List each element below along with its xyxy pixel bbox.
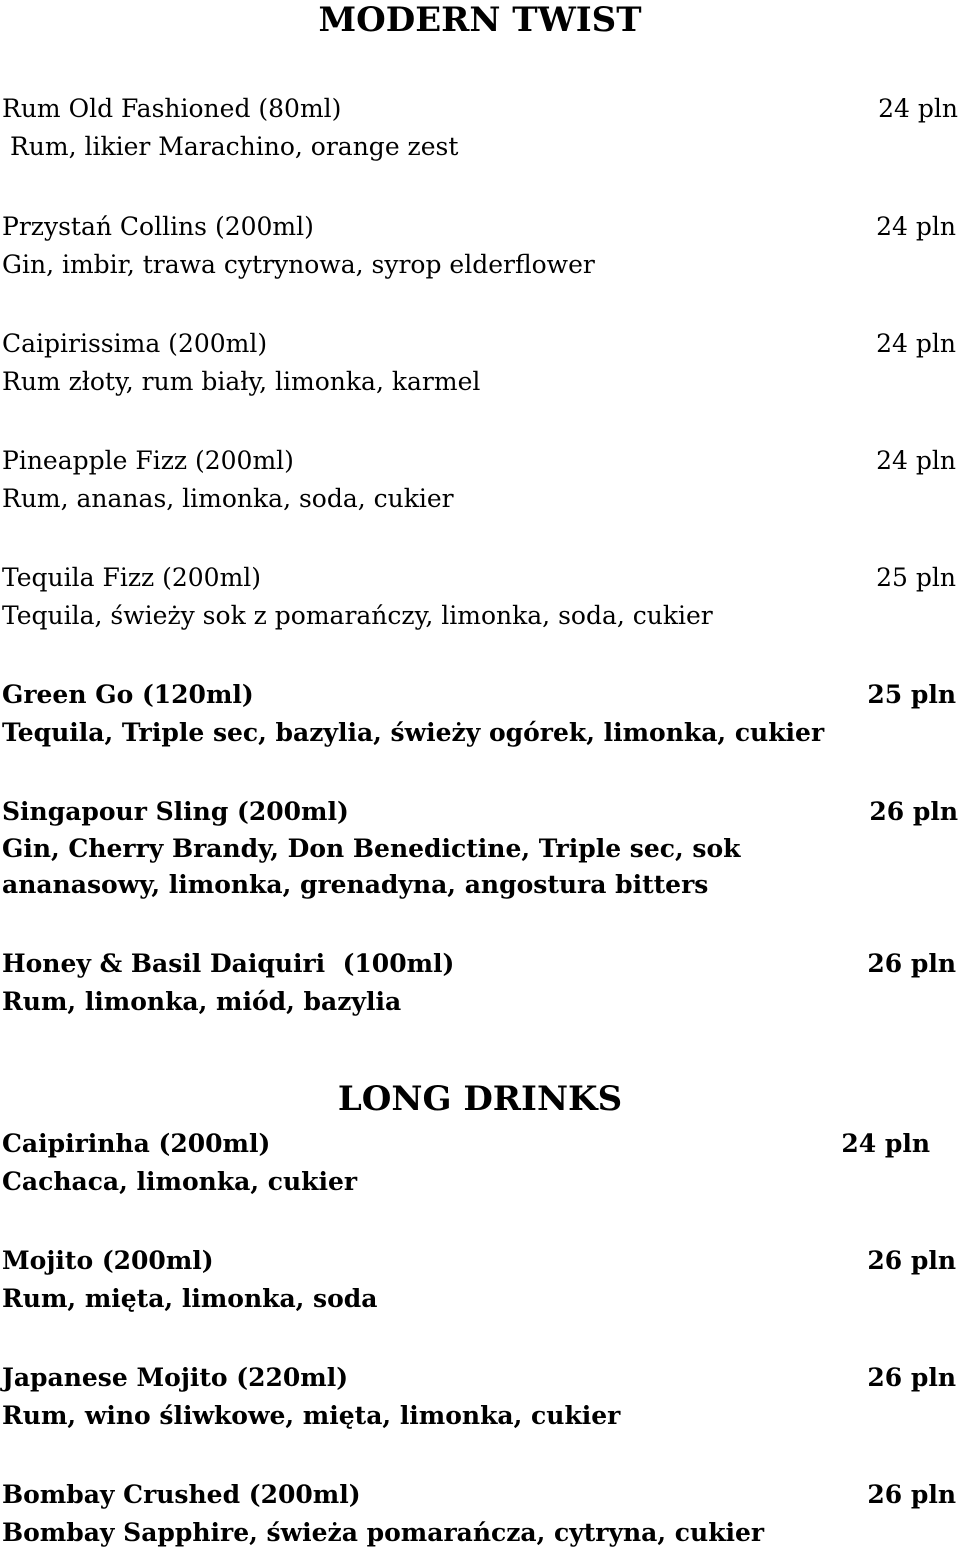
item-name: Japanese Mojito (220ml) [2, 1363, 349, 1392]
menu-item [2, 1242, 956, 1318]
item-price: 26 pln [867, 1363, 956, 1392]
item-description: Rum, ananas, limonka, soda, cukier [2, 484, 454, 513]
menu-item [2, 442, 956, 518]
item-name: Przystań Collins (200ml) [2, 212, 314, 241]
item-name: Bombay Crushed (200ml) [2, 1480, 361, 1509]
item-name: Tequila Fizz (200ml) [2, 563, 262, 592]
item-price: 26 pln [867, 1480, 956, 1509]
item-name: Caipirissima (200ml) [2, 329, 268, 358]
menu-item [2, 208, 956, 284]
item-price: 26 pln [869, 797, 958, 826]
menu-item [2, 945, 956, 1021]
item-description: Rum, mięta, limonka, soda [2, 1284, 378, 1313]
item-name: Mojito (200ml) [2, 1246, 214, 1275]
item-price: 26 pln [867, 949, 956, 978]
item-price: 26 pln [867, 1246, 956, 1275]
menu-item [2, 90, 956, 166]
item-description: Rum, likier Marachino, orange zest [2, 132, 459, 161]
item-description: Rum, wino śliwkowe, mięta, limonka, cukier [2, 1401, 621, 1430]
menu-item [2, 1359, 956, 1435]
item-name: Pineapple Fizz (200ml) [2, 446, 294, 475]
menu-item [2, 1125, 956, 1201]
section-title-long-drinks: LONG DRINKS [337, 1079, 623, 1119]
item-name: Caipirinha (200ml) [2, 1129, 271, 1158]
menu-item [2, 1476, 956, 1552]
item-description: Gin, Cherry Brandy, Don Benedictine, Triple sec, sok ananasowy, limonka, grenadyna, angostura bitters [2, 834, 741, 899]
item-price: 24 pln [876, 329, 956, 358]
section-title-modern-twist: MODERN TWIST [318, 0, 642, 40]
menu-item [2, 793, 956, 903]
item-description: Tequila, Triple sec, bazylia, świeży ogórek, limonka, cukier [2, 718, 825, 747]
item-price: 25 pln [876, 563, 956, 592]
item-price: 24 pln [841, 1129, 930, 1158]
menu-item [2, 676, 956, 752]
item-price: 24 pln [878, 94, 958, 123]
item-name: Honey & Basil Daiquiri (100ml) [2, 949, 455, 978]
item-description: Rum, limonka, miód, bazylia [2, 987, 402, 1016]
item-description: Rum złoty, rum biały, limonka, karmel [2, 367, 481, 396]
item-price: 24 pln [876, 446, 956, 475]
item-description: Cachaca, limonka, cukier [2, 1167, 358, 1196]
item-name: Green Go (120ml) [2, 680, 254, 709]
menu-item [2, 559, 956, 635]
item-description: Bombay Sapphire, świeża pomarańcza, cytryna, cukier [2, 1518, 765, 1547]
item-price: 24 pln [876, 212, 956, 241]
menu-item [2, 325, 956, 401]
item-description: Tequila, świeży sok z pomarańczy, limonka, soda, cukier [2, 601, 713, 630]
item-name: Singapour Sling (200ml) [2, 797, 349, 826]
item-name: Rum Old Fashioned (80ml) [2, 94, 342, 123]
item-description: Gin, imbir, trawa cytrynowa, syrop elderflower [2, 250, 595, 279]
item-price: 25 pln [867, 680, 956, 709]
